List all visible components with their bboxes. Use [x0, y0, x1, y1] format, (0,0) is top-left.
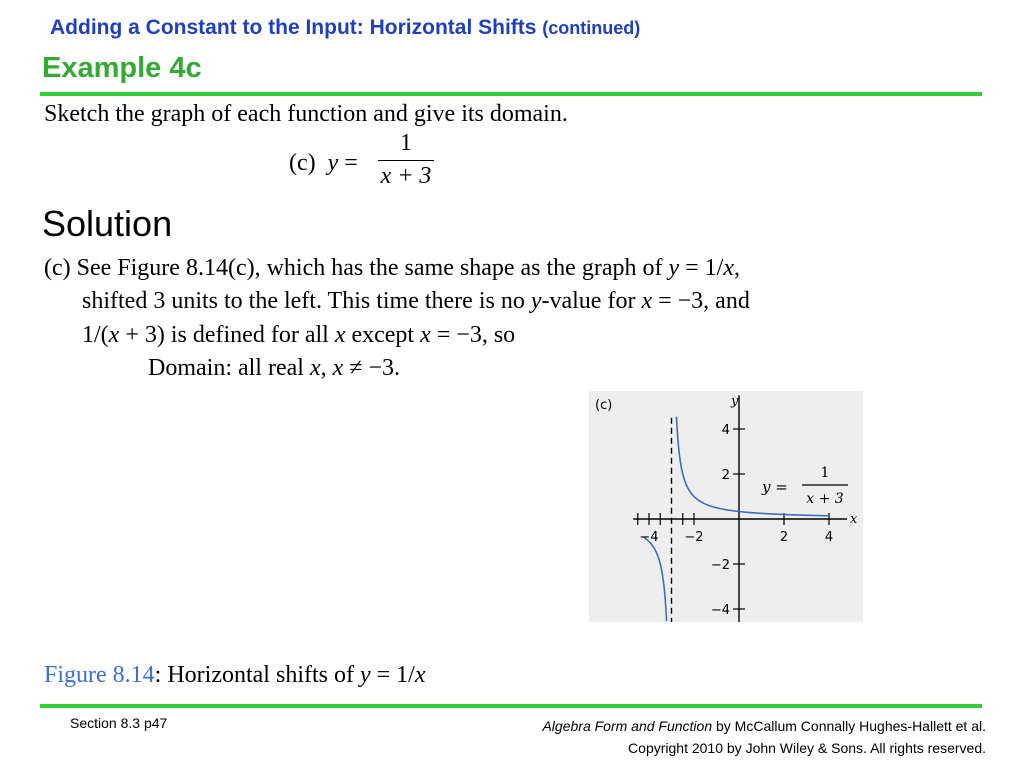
caption-var-x: x: [414, 662, 426, 688]
figure-eq-lhs: y =: [762, 478, 788, 496]
solution-line-1: [44, 255, 740, 282]
text-run: except: [345, 322, 421, 348]
y-axis-label: y: [731, 394, 739, 409]
x-tick-label: −2: [684, 530, 704, 545]
y-tick-label: 2: [721, 468, 730, 483]
var: x: [309, 355, 321, 381]
top-divider: [40, 92, 982, 96]
var: x: [420, 322, 431, 348]
figure-eq-den: x + 3: [806, 491, 844, 507]
text-run: Domain: all real: [148, 355, 310, 381]
var: x: [641, 288, 653, 314]
text-run: -value for: [541, 288, 642, 314]
text-run: = −3, so: [430, 322, 516, 348]
fraction-bar: [378, 160, 434, 161]
solution-line-3: [82, 322, 515, 349]
solution-line-2: [82, 288, 750, 315]
footer-authors: by McCallum Connally Hughes-Hallett et al.: [712, 718, 986, 734]
footer-credits: [542, 715, 986, 759]
caption-text: : Horizontal shifts of: [154, 662, 360, 688]
var: x: [334, 322, 346, 348]
solution-line-4: [148, 355, 400, 382]
footer-copyright: Copyright 2010 by John Wiley & Sons. All rights reserved.: [628, 740, 986, 756]
text-run: ≠ −3.: [343, 355, 400, 381]
equation-equals: =: [344, 150, 358, 176]
y-tick-label: −2: [710, 558, 730, 573]
var: x: [108, 322, 120, 348]
text-run: (c) See Figure 8.14(c), which has the same shape as the graph of: [44, 255, 669, 281]
text-run: 1/(: [82, 322, 109, 348]
panel-label: (c): [595, 398, 613, 413]
graph-svg: [589, 391, 863, 622]
equation-numerator: 1: [400, 130, 412, 156]
axes-layer: [633, 395, 847, 622]
caption-eq: = 1/: [370, 662, 415, 688]
bottom-divider: [40, 704, 982, 708]
text-run: ,: [320, 355, 333, 381]
figure-reference: Figure 8.14: [44, 662, 155, 688]
text-run: = −3, and: [652, 288, 750, 314]
figure-caption: [44, 662, 426, 689]
header-title-suffix: (continued): [542, 18, 641, 38]
var: x: [332, 355, 344, 381]
x-axis-label: x: [850, 512, 858, 527]
figure-eq-num: 1: [820, 465, 830, 481]
y-tick-label: 4: [721, 423, 730, 438]
text-run: + 3) is defined for all: [119, 322, 335, 348]
equation-part-label: (c): [289, 150, 316, 176]
caption-var-y: y: [359, 662, 371, 688]
problem-prompt: Sketch the graph of each function and give its domain.: [44, 101, 568, 127]
denominator-text: x + 3: [380, 163, 432, 189]
x-tick-label: −4: [639, 530, 659, 545]
var: x: [723, 255, 734, 281]
figure-8-14c: [589, 391, 863, 622]
text-run: shifted 3 units to the left. This time there is no: [82, 288, 531, 314]
curve-left-branch: [643, 537, 666, 621]
text-run: = 1/: [679, 255, 724, 281]
equation-denominator: [378, 163, 434, 189]
footer-book-title: Algebra Form and Function: [542, 718, 713, 734]
text-run: ,: [733, 255, 740, 281]
x-tick-label: 2: [779, 530, 789, 545]
footer-book-line: [542, 715, 986, 737]
var: y: [668, 255, 680, 281]
header-title-text: Adding a Constant to the Input: Horizontal Shifts: [50, 16, 537, 39]
equation-fraction: [378, 128, 434, 189]
footer-section: Section 8.3 p47: [70, 715, 168, 731]
equation-lhs: y: [327, 150, 339, 176]
var: y: [530, 288, 542, 314]
equation-label: [289, 150, 358, 177]
example-title: Example 4c: [42, 52, 202, 84]
y-tick-label: −4: [710, 603, 730, 618]
slide-header-title: [50, 16, 640, 40]
solution-heading: Solution: [42, 203, 173, 244]
tick-label-layer: [639, 423, 833, 618]
x-tick-label: 4: [824, 530, 834, 545]
